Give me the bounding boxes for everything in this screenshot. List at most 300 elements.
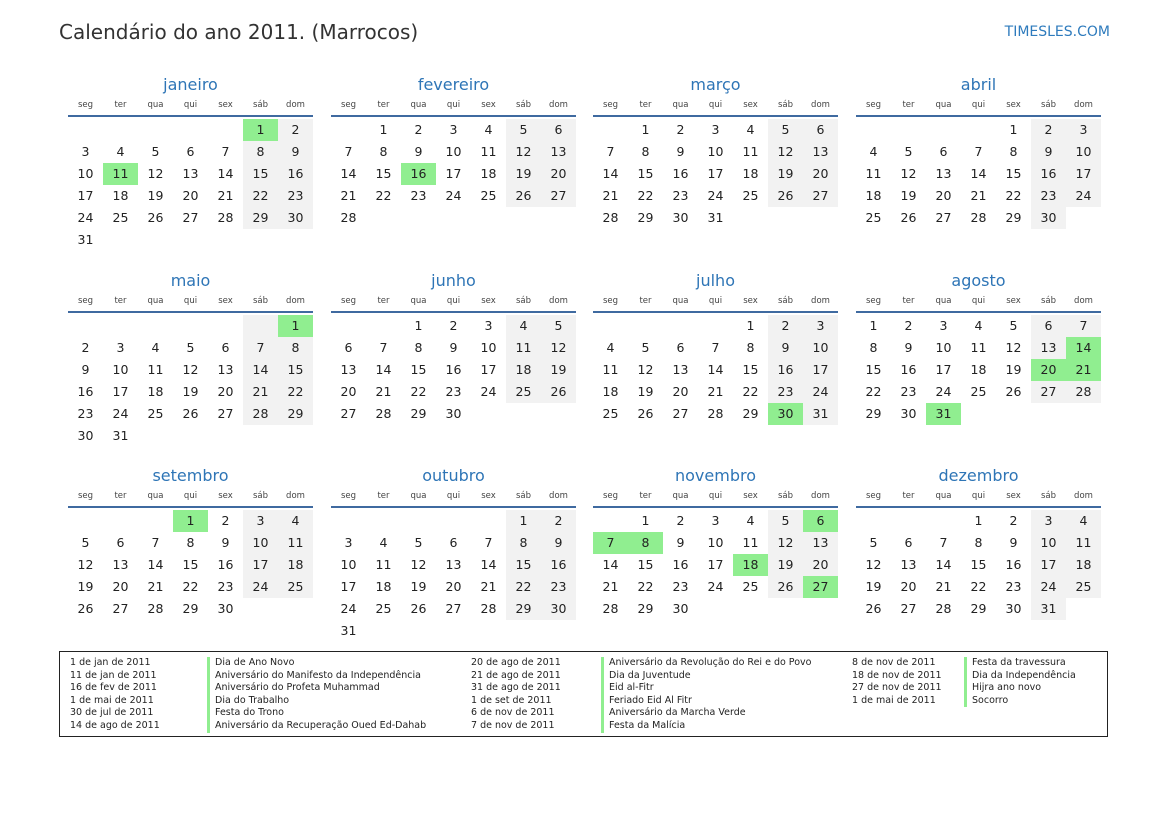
day-cell[interactable]: 21: [935, 579, 952, 594]
day-cell[interactable]: 17: [243, 554, 278, 576]
day-cell[interactable]: 20: [541, 163, 576, 185]
day-cell[interactable]: 2: [221, 513, 230, 528]
day-cell[interactable]: 6: [904, 535, 913, 550]
day-cell[interactable]: 9: [1009, 535, 1018, 550]
day-cell[interactable]: 10: [707, 144, 724, 159]
day-cell[interactable]: 26: [541, 381, 576, 403]
day-cell[interactable]: 30: [77, 428, 94, 443]
day-cell[interactable]: 13: [182, 166, 199, 181]
day-cell[interactable]: 15: [742, 362, 759, 377]
day-cell[interactable]: 6: [1031, 315, 1066, 337]
day-cell[interactable]: 4: [151, 340, 160, 355]
day-cell[interactable]: 8: [278, 337, 313, 359]
day-cell[interactable]: 19: [147, 188, 164, 203]
day-cell[interactable]: 6: [939, 144, 948, 159]
day-cell[interactable]: 4: [278, 510, 313, 532]
day-cell[interactable]: 18: [1066, 554, 1101, 576]
day-cell[interactable]: 30: [672, 601, 689, 616]
day-cell[interactable]: 12: [506, 141, 541, 163]
day-cell[interactable]: 17: [707, 166, 724, 181]
day-cell[interactable]: 9: [676, 144, 685, 159]
day-cell[interactable]: 29: [970, 601, 987, 616]
day-cell[interactable]: 25: [506, 381, 541, 403]
day-cell[interactable]: 27: [935, 210, 952, 225]
day-cell[interactable]: 25: [742, 579, 759, 594]
day-cell[interactable]: 21: [602, 188, 619, 203]
day-cell[interactable]: 16: [217, 557, 234, 572]
day-cell[interactable]: 11: [480, 144, 497, 159]
day-cell[interactable]: 5: [81, 535, 90, 550]
day-cell[interactable]: 10: [480, 340, 497, 355]
day-cell[interactable]: 13: [340, 362, 357, 377]
day-cell[interactable]: 11: [506, 337, 541, 359]
day-cell[interactable]: 28: [602, 210, 619, 225]
day-cell[interactable]: 2: [904, 318, 913, 333]
day-cell[interactable]: 7: [1066, 315, 1101, 337]
day-cell[interactable]: 30: [672, 210, 689, 225]
day-cell[interactable]: 20: [935, 188, 952, 203]
day-cell[interactable]: 19: [182, 384, 199, 399]
day-cell[interactable]: 20: [672, 384, 689, 399]
day-cell[interactable]: 14: [375, 362, 392, 377]
holiday-day-cell[interactable]: 31: [926, 403, 961, 425]
day-cell[interactable]: 25: [278, 576, 313, 598]
day-cell[interactable]: 29: [506, 598, 541, 620]
day-cell[interactable]: 22: [278, 381, 313, 403]
day-cell[interactable]: 8: [379, 144, 388, 159]
day-cell[interactable]: 25: [865, 210, 882, 225]
day-cell[interactable]: 10: [243, 532, 278, 554]
day-cell[interactable]: 24: [803, 381, 838, 403]
day-cell[interactable]: 3: [243, 510, 278, 532]
holiday-day-cell[interactable]: 7: [593, 532, 628, 554]
day-cell[interactable]: 12: [77, 557, 94, 572]
day-cell[interactable]: 26: [865, 601, 882, 616]
day-cell[interactable]: 28: [147, 601, 164, 616]
day-cell[interactable]: 5: [904, 144, 913, 159]
day-cell[interactable]: 24: [77, 210, 94, 225]
day-cell[interactable]: 11: [147, 362, 164, 377]
day-cell[interactable]: 19: [541, 359, 576, 381]
day-cell[interactable]: 19: [1005, 362, 1022, 377]
day-cell[interactable]: 27: [541, 185, 576, 207]
day-cell[interactable]: 26: [1005, 384, 1022, 399]
holiday-day-cell[interactable]: 20: [1031, 359, 1066, 381]
day-cell[interactable]: 18: [506, 359, 541, 381]
day-cell[interactable]: 28: [375, 406, 392, 421]
day-cell[interactable]: 21: [217, 188, 234, 203]
day-cell[interactable]: 12: [900, 166, 917, 181]
day-cell[interactable]: 14: [147, 557, 164, 572]
day-cell[interactable]: 3: [344, 535, 353, 550]
day-cell[interactable]: 24: [112, 406, 129, 421]
day-cell[interactable]: 18: [602, 384, 619, 399]
day-cell[interactable]: 1: [869, 318, 878, 333]
day-cell[interactable]: 12: [541, 337, 576, 359]
day-cell[interactable]: 27: [182, 210, 199, 225]
day-cell[interactable]: 11: [742, 144, 759, 159]
day-cell[interactable]: 19: [865, 579, 882, 594]
day-cell[interactable]: 20: [112, 579, 129, 594]
day-cell[interactable]: 19: [77, 579, 94, 594]
day-cell[interactable]: 14: [340, 166, 357, 181]
holiday-day-cell[interactable]: 21: [1066, 359, 1101, 381]
day-cell[interactable]: 30: [541, 598, 576, 620]
day-cell[interactable]: 27: [900, 601, 917, 616]
day-cell[interactable]: 3: [484, 318, 493, 333]
day-cell[interactable]: 30: [900, 406, 917, 421]
day-cell[interactable]: 8: [506, 532, 541, 554]
day-cell[interactable]: 25: [480, 188, 497, 203]
day-cell[interactable]: 8: [186, 535, 195, 550]
day-cell[interactable]: 18: [480, 166, 497, 181]
day-cell[interactable]: 15: [506, 554, 541, 576]
day-cell[interactable]: 11: [602, 362, 619, 377]
day-cell[interactable]: 29: [243, 207, 278, 229]
day-cell[interactable]: 7: [243, 337, 278, 359]
day-cell[interactable]: 18: [970, 362, 987, 377]
day-cell[interactable]: 17: [1031, 554, 1066, 576]
day-cell[interactable]: 13: [672, 362, 689, 377]
day-cell[interactable]: 8: [869, 340, 878, 355]
day-cell[interactable]: 14: [935, 557, 952, 572]
day-cell[interactable]: 12: [410, 557, 427, 572]
day-cell[interactable]: 29: [637, 601, 654, 616]
day-cell[interactable]: 5: [506, 119, 541, 141]
day-cell[interactable]: 24: [1066, 185, 1101, 207]
day-cell[interactable]: 31: [77, 232, 94, 247]
day-cell[interactable]: 24: [707, 188, 724, 203]
day-cell[interactable]: 12: [147, 166, 164, 181]
day-cell[interactable]: 9: [541, 532, 576, 554]
day-cell[interactable]: 13: [803, 532, 838, 554]
day-cell[interactable]: 21: [147, 579, 164, 594]
day-cell[interactable]: 20: [803, 554, 838, 576]
day-cell[interactable]: 6: [449, 535, 458, 550]
day-cell[interactable]: 15: [243, 163, 278, 185]
day-cell[interactable]: 31: [340, 623, 357, 638]
day-cell[interactable]: 28: [935, 601, 952, 616]
day-cell[interactable]: 29: [865, 406, 882, 421]
day-cell[interactable]: 1: [379, 122, 388, 137]
day-cell[interactable]: 23: [1005, 579, 1022, 594]
day-cell[interactable]: 23: [672, 188, 689, 203]
day-cell[interactable]: 23: [672, 579, 689, 594]
day-cell[interactable]: 23: [768, 381, 803, 403]
day-cell[interactable]: 12: [768, 532, 803, 554]
day-cell[interactable]: 29: [637, 210, 654, 225]
day-cell[interactable]: 7: [711, 340, 720, 355]
day-cell[interactable]: 17: [77, 188, 94, 203]
day-cell[interactable]: 23: [217, 579, 234, 594]
day-cell[interactable]: 24: [480, 384, 497, 399]
day-cell[interactable]: 9: [904, 340, 913, 355]
day-cell[interactable]: 3: [711, 513, 720, 528]
holiday-day-cell[interactable]: 11: [103, 163, 138, 185]
day-cell[interactable]: 5: [414, 535, 423, 550]
day-cell[interactable]: 13: [217, 362, 234, 377]
day-cell[interactable]: 15: [1005, 166, 1022, 181]
day-cell[interactable]: 9: [449, 340, 458, 355]
day-cell[interactable]: 29: [278, 403, 313, 425]
day-cell[interactable]: 24: [1031, 576, 1066, 598]
day-cell[interactable]: 4: [484, 122, 493, 137]
day-cell[interactable]: 18: [278, 554, 313, 576]
day-cell[interactable]: 23: [900, 384, 917, 399]
day-cell[interactable]: 26: [410, 601, 427, 616]
day-cell[interactable]: 23: [410, 188, 427, 203]
day-cell[interactable]: 14: [243, 359, 278, 381]
day-cell[interactable]: 8: [414, 340, 423, 355]
day-cell[interactable]: 31: [112, 428, 129, 443]
day-cell[interactable]: 29: [182, 601, 199, 616]
day-cell[interactable]: 16: [445, 362, 462, 377]
day-cell[interactable]: 2: [414, 122, 423, 137]
day-cell[interactable]: 2: [768, 315, 803, 337]
day-cell[interactable]: 26: [77, 601, 94, 616]
day-cell[interactable]: 22: [970, 579, 987, 594]
day-cell[interactable]: 26: [506, 185, 541, 207]
day-cell[interactable]: 11: [375, 557, 392, 572]
day-cell[interactable]: 26: [637, 406, 654, 421]
day-cell[interactable]: 3: [939, 318, 948, 333]
day-cell[interactable]: 28: [217, 210, 234, 225]
day-cell[interactable]: 17: [803, 359, 838, 381]
day-cell[interactable]: 15: [865, 362, 882, 377]
day-cell[interactable]: 8: [1009, 144, 1018, 159]
day-cell[interactable]: 28: [480, 601, 497, 616]
day-cell[interactable]: 16: [1005, 557, 1022, 572]
day-cell[interactable]: 9: [81, 362, 90, 377]
day-cell[interactable]: 21: [480, 579, 497, 594]
day-cell[interactable]: 12: [865, 557, 882, 572]
day-cell[interactable]: 10: [1066, 141, 1101, 163]
day-cell[interactable]: 27: [672, 406, 689, 421]
day-cell[interactable]: 23: [541, 576, 576, 598]
day-cell[interactable]: 17: [112, 384, 129, 399]
day-cell[interactable]: 21: [340, 188, 357, 203]
day-cell[interactable]: 14: [970, 166, 987, 181]
day-cell[interactable]: 17: [445, 166, 462, 181]
day-cell[interactable]: 3: [1031, 510, 1066, 532]
day-cell[interactable]: 23: [1031, 185, 1066, 207]
day-cell[interactable]: 12: [1005, 340, 1022, 355]
day-cell[interactable]: 19: [768, 554, 803, 576]
day-cell[interactable]: 3: [1066, 119, 1101, 141]
day-cell[interactable]: 5: [186, 340, 195, 355]
day-cell[interactable]: 18: [375, 579, 392, 594]
day-cell[interactable]: 6: [344, 340, 353, 355]
holiday-day-cell[interactable]: 6: [803, 510, 838, 532]
day-cell[interactable]: 10: [707, 535, 724, 550]
day-cell[interactable]: 9: [221, 535, 230, 550]
day-cell[interactable]: 5: [768, 510, 803, 532]
day-cell[interactable]: 31: [707, 210, 724, 225]
day-cell[interactable]: 27: [803, 185, 838, 207]
holiday-day-cell[interactable]: 8: [628, 532, 663, 554]
day-cell[interactable]: 4: [506, 315, 541, 337]
day-cell[interactable]: 9: [768, 337, 803, 359]
day-cell[interactable]: 7: [974, 144, 983, 159]
day-cell[interactable]: 6: [116, 535, 125, 550]
day-cell[interactable]: 6: [221, 340, 230, 355]
day-cell[interactable]: 11: [278, 532, 313, 554]
day-cell[interactable]: 3: [81, 144, 90, 159]
day-cell[interactable]: 25: [602, 406, 619, 421]
day-cell[interactable]: 31: [1031, 598, 1066, 620]
day-cell[interactable]: 12: [768, 141, 803, 163]
day-cell[interactable]: 12: [637, 362, 654, 377]
day-cell[interactable]: 4: [379, 535, 388, 550]
day-cell[interactable]: 3: [803, 315, 838, 337]
day-cell[interactable]: 1: [414, 318, 423, 333]
day-cell[interactable]: 25: [1066, 576, 1101, 598]
day-cell[interactable]: 14: [217, 166, 234, 181]
day-cell[interactable]: 21: [707, 384, 724, 399]
day-cell[interactable]: 12: [182, 362, 199, 377]
day-cell[interactable]: 10: [935, 340, 952, 355]
day-cell[interactable]: 13: [541, 141, 576, 163]
day-cell[interactable]: 22: [506, 576, 541, 598]
day-cell[interactable]: 14: [480, 557, 497, 572]
day-cell[interactable]: 22: [375, 188, 392, 203]
day-cell[interactable]: 11: [865, 166, 882, 181]
day-cell[interactable]: 4: [746, 122, 755, 137]
day-cell[interactable]: 18: [865, 188, 882, 203]
day-cell[interactable]: 14: [602, 166, 619, 181]
day-cell[interactable]: 13: [445, 557, 462, 572]
day-cell[interactable]: 15: [637, 166, 654, 181]
day-cell[interactable]: 4: [606, 340, 615, 355]
day-cell[interactable]: 19: [768, 163, 803, 185]
day-cell[interactable]: 10: [445, 144, 462, 159]
day-cell[interactable]: 24: [340, 601, 357, 616]
day-cell[interactable]: 15: [637, 557, 654, 572]
day-cell[interactable]: 18: [742, 166, 759, 181]
day-cell[interactable]: 21: [243, 381, 278, 403]
holiday-day-cell[interactable]: 27: [803, 576, 838, 598]
day-cell[interactable]: 29: [742, 406, 759, 421]
day-cell[interactable]: 2: [541, 510, 576, 532]
day-cell[interactable]: 30: [445, 406, 462, 421]
day-cell[interactable]: 20: [217, 384, 234, 399]
day-cell[interactable]: 22: [410, 384, 427, 399]
day-cell[interactable]: 7: [606, 144, 615, 159]
day-cell[interactable]: 11: [1066, 532, 1101, 554]
day-cell[interactable]: 4: [1066, 510, 1101, 532]
day-cell[interactable]: 9: [1031, 141, 1066, 163]
day-cell[interactable]: 25: [112, 210, 129, 225]
day-cell[interactable]: 8: [243, 141, 278, 163]
day-cell[interactable]: 28: [970, 210, 987, 225]
day-cell[interactable]: 10: [77, 166, 94, 181]
day-cell[interactable]: 7: [939, 535, 948, 550]
day-cell[interactable]: 15: [182, 557, 199, 572]
day-cell[interactable]: 20: [445, 579, 462, 594]
day-cell[interactable]: 13: [900, 557, 917, 572]
day-cell[interactable]: 30: [278, 207, 313, 229]
day-cell[interactable]: 25: [375, 601, 392, 616]
day-cell[interactable]: 16: [672, 557, 689, 572]
day-cell[interactable]: 16: [672, 166, 689, 181]
holiday-day-cell[interactable]: 1: [278, 315, 313, 337]
day-cell[interactable]: 9: [414, 144, 423, 159]
day-cell[interactable]: 24: [935, 384, 952, 399]
holiday-day-cell[interactable]: 30: [768, 403, 803, 425]
day-cell[interactable]: 20: [340, 384, 357, 399]
day-cell[interactable]: 25: [147, 406, 164, 421]
day-cell[interactable]: 28: [1066, 381, 1101, 403]
day-cell[interactable]: 13: [1031, 337, 1066, 359]
day-cell[interactable]: 2: [676, 513, 685, 528]
day-cell[interactable]: 25: [970, 384, 987, 399]
brand-link[interactable]: TIMESLES.COM: [1004, 24, 1110, 40]
holiday-day-cell[interactable]: 1: [243, 119, 278, 141]
day-cell[interactable]: 16: [1031, 163, 1066, 185]
day-cell[interactable]: 18: [112, 188, 129, 203]
day-cell[interactable]: 3: [116, 340, 125, 355]
day-cell[interactable]: 19: [637, 384, 654, 399]
day-cell[interactable]: 8: [974, 535, 983, 550]
day-cell[interactable]: 27: [1031, 381, 1066, 403]
day-cell[interactable]: 19: [900, 188, 917, 203]
day-cell[interactable]: 8: [641, 144, 650, 159]
day-cell[interactable]: 13: [935, 166, 952, 181]
day-cell[interactable]: 14: [602, 557, 619, 572]
day-cell[interactable]: 28: [707, 406, 724, 421]
day-cell[interactable]: 4: [746, 513, 755, 528]
day-cell[interactable]: 14: [707, 362, 724, 377]
day-cell[interactable]: 20: [182, 188, 199, 203]
day-cell[interactable]: 28: [243, 403, 278, 425]
day-cell[interactable]: 10: [803, 337, 838, 359]
day-cell[interactable]: 17: [1066, 163, 1101, 185]
day-cell[interactable]: 1: [506, 510, 541, 532]
day-cell[interactable]: 5: [641, 340, 650, 355]
day-cell[interactable]: 7: [344, 144, 353, 159]
day-cell[interactable]: 24: [243, 576, 278, 598]
day-cell[interactable]: 28: [340, 210, 357, 225]
holiday-day-cell[interactable]: 16: [401, 163, 436, 185]
day-cell[interactable]: 6: [186, 144, 195, 159]
day-cell[interactable]: 6: [541, 119, 576, 141]
day-cell[interactable]: 21: [602, 579, 619, 594]
day-cell[interactable]: 13: [112, 557, 129, 572]
day-cell[interactable]: 24: [445, 188, 462, 203]
day-cell[interactable]: 2: [278, 119, 313, 141]
day-cell[interactable]: 27: [445, 601, 462, 616]
day-cell[interactable]: 4: [869, 144, 878, 159]
day-cell[interactable]: 27: [112, 601, 129, 616]
day-cell[interactable]: 16: [541, 554, 576, 576]
day-cell[interactable]: 1: [1009, 122, 1018, 137]
day-cell[interactable]: 28: [602, 601, 619, 616]
day-cell[interactable]: 1: [641, 513, 650, 528]
day-cell[interactable]: 22: [742, 384, 759, 399]
day-cell[interactable]: 15: [278, 359, 313, 381]
day-cell[interactable]: 22: [865, 384, 882, 399]
day-cell[interactable]: 11: [970, 340, 987, 355]
day-cell[interactable]: 20: [900, 579, 917, 594]
day-cell[interactable]: 5: [1009, 318, 1018, 333]
day-cell[interactable]: 17: [340, 579, 357, 594]
holiday-day-cell[interactable]: 1: [173, 510, 208, 532]
day-cell[interactable]: 30: [1031, 207, 1066, 229]
day-cell[interactable]: 9: [278, 141, 313, 163]
day-cell[interactable]: 10: [112, 362, 129, 377]
day-cell[interactable]: 9: [676, 535, 685, 550]
day-cell[interactable]: 6: [803, 119, 838, 141]
